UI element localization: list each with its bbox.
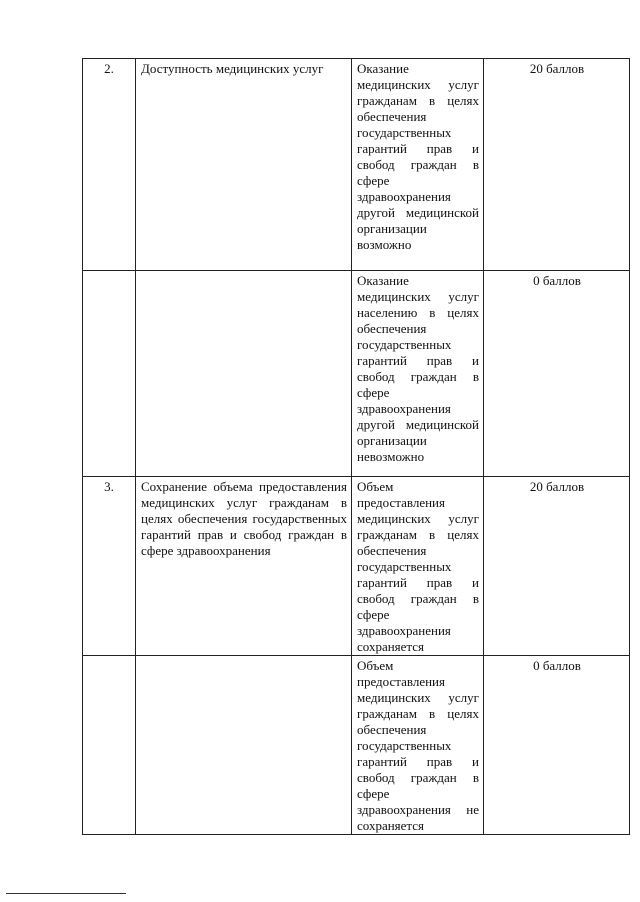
criterion-cell bbox=[136, 271, 352, 477]
criterion-cell bbox=[136, 477, 352, 656]
table-row bbox=[83, 656, 630, 835]
criterion-cell bbox=[136, 59, 352, 271]
table-row bbox=[83, 59, 630, 271]
score-cell: 20 баллов bbox=[484, 477, 630, 656]
score-cell: 20 баллов bbox=[484, 59, 630, 271]
row-number: 3. bbox=[83, 477, 136, 656]
condition-cell bbox=[352, 59, 484, 271]
criterion-cell bbox=[136, 656, 352, 835]
condition-cell bbox=[352, 271, 484, 477]
score-cell: 0 баллов bbox=[484, 271, 630, 477]
table-row bbox=[83, 477, 630, 656]
score-cell: 0 баллов bbox=[484, 656, 630, 835]
row-number: 2. bbox=[83, 59, 136, 271]
condition-text: Объем предоставления медицинских услуг гражданам в целях обеспечения государственных гарантий прав и свобод граждан в сфере здравоохранения не сохраняется bbox=[357, 658, 479, 833]
condition-cell bbox=[352, 477, 484, 656]
footnote-separator bbox=[6, 893, 126, 894]
condition-text: Оказание медицинских услуг населению в целях обеспечения государственных гарантий прав и свобод граждан в сфере здравоохранения другой медицинской организации невозможно bbox=[357, 273, 479, 464]
condition-text: Оказание медицинских услуг гражданам в целях обеспечения государственных гарантий прав и свобод граждан в сфере здравоохранения другой медицинской организации возможно bbox=[357, 61, 479, 252]
row-number bbox=[83, 656, 136, 835]
condition-text: Объем предоставления медицинских услуг гражданам в целях обеспечения государственных гарантий прав и свобод граждан в сфере здравоохранения сохраняется bbox=[357, 479, 479, 654]
condition-cell bbox=[352, 656, 484, 835]
row-number bbox=[83, 271, 136, 477]
table-row bbox=[83, 271, 630, 477]
criterion-text: Доступность медицинских услуг bbox=[141, 61, 324, 76]
criterion-text: Сохранение объема предоставления медицинских услуг гражданам в целях обеспечения государственных гарантий прав и свобод граждан в сфере здравоохранения bbox=[141, 479, 347, 558]
criteria-table bbox=[82, 58, 630, 835]
